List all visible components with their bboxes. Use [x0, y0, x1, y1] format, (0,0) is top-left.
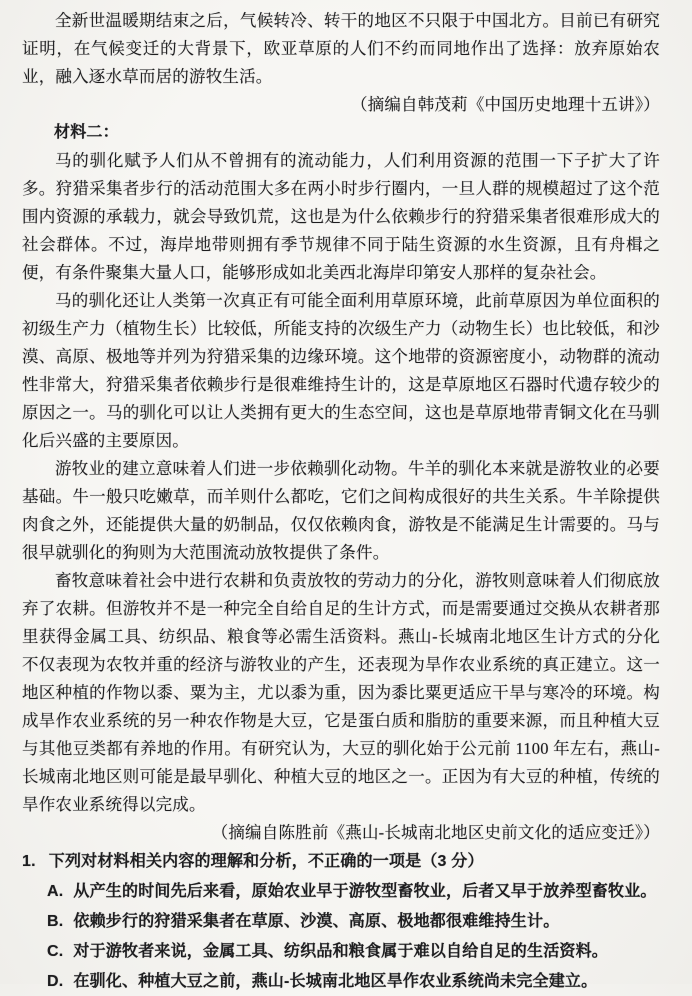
option-c-label: C.: [47, 943, 64, 960]
option-d-text: 在驯化、种植大豆之前，燕山-长城南北地区旱作农业系统尚未完全建立。: [73, 973, 598, 990]
body-paragraph-nomadic-herding: 游牧业的建立意味着人们进一步依赖驯化动物。牛羊的驯化本来就是游牧业的必要基础。牛一般只吃嫩草，而羊则什么都吃，它们之间构成很好的共生关系。牛羊除提供肉食之外，还能提供大量的奶制品，仅仅依赖肉食，游牧是不能满足生计需要的。马与很早就驯化的狗则为大范围流动放牧提供了条件。: [22, 459, 660, 562]
option-c-text: 对于游牧者来说，金属工具、纺织品和粮食属于难以自给自足的生活资料。: [73, 943, 609, 960]
option-d: [22, 967, 660, 996]
question-1: [22, 847, 660, 876]
question-stem: 下列对材料相关内容的理解和分析，不正确的一项是（3 分）: [48, 853, 484, 870]
body-paragraph-horse-mobility: 马的驯化赋予人们从不曾拥有的流动能力，人们利用资源的范围一下子扩大了许多。狩猎采集者步行的活动范围大多在两小时步行圈内，一旦人群的规模超过了这个范围内资源的承载力，就会导致饥荒，这也是为什么依赖步行的狩猎采集者很难形成大的社会群体。不过，海岸地带则拥有季节规律不同于陆生资源的水生资源，且有舟楫之便，有条件聚集大量人口，能够形成如北美西北海岸印第安人那样的复杂社会。: [22, 151, 660, 282]
option-b-text: 依赖步行的狩猎采集者在草原、沙漠、高原、极地都很难维持生计。: [73, 913, 560, 930]
option-b: [22, 907, 660, 936]
option-b-label: B.: [47, 913, 64, 930]
option-d-label: D.: [47, 973, 64, 990]
option-a-text: 从产生的时间先后来看，原始农业早于游牧型畜牧业，后者又早于放养型畜牧业。: [73, 883, 657, 900]
question-number: 1.: [22, 853, 36, 870]
attribution-source-2: （摘编自陈胜前《燕山-长城南北地区史前文化的适应变迁》）: [211, 823, 660, 842]
body-paragraph-farming-division: 畜牧意味着社会中进行农耕和负责放牧的劳动力的分化，游牧则意味着人们彻底放弃了农耕。但游牧并不是一种完全自给自足的生计方式，而是需要通过交换从农耕者那里获得金属工具、纺织品、粮食等必需生活资料。燕山-长城南北地区生计方式的分化不仅表现为农牧并重的经济与游牧业的产生，还表现为旱作农业系统的真正建立。这一地区种植的作物以黍、粟为主，尤以黍为重，因为黍比粟更适应干旱与寒冷的环境。构成旱作农业系统的另一种农作物是大豆，它是蛋白质和脂肪的重要来源，而且种植大豆与其他豆类都有养地的作用。有研究认为，大豆的驯化始于公元前 1100 年左右，燕山-长城南北地区则可能是最早驯化、种植大豆的地区之一。正因为有大豆的种植，传统的旱作农业系统得以完成。: [22, 571, 660, 814]
intro-paragraph: 全新世温暖期结束之后，气候转冷、转干的地区不只限于中国北方。目前已有研究证明，在气候变迁的大背景下，欧亚草原的人们不约而同地作出了选择：放弃原始农业，融入逐水草而居的游牧生活。: [22, 11, 660, 86]
body-paragraph-grassland-use: 马的驯化还让人类第一次真正有可能全面利用草原环境，此前草原因为单位面积的初级生产力（植物生长）比较低，所能支持的次级生产力（动物生长）也比较低，和沙漠、高原、极地等并列为狩猎采集的边缘环境。这个地带的资源密度小，动物群的流动性非常大，狩猎采集者依赖步行是很难维持生计的，这是草原地区石器时代遗存较少的原因之一。马的驯化可以让人类拥有更大的生态空间，这也是草原地带青铜文化在马驯化后兴盛的主要原因。: [22, 291, 660, 450]
option-c: [22, 937, 660, 966]
attribution-source-1: （摘编自韩茂莉《中国历史地理十五讲》）: [350, 95, 660, 114]
option-a: [22, 877, 660, 906]
question-block: [22, 847, 660, 996]
material-two-heading: 材料二：: [54, 124, 119, 141]
option-a-label: A.: [47, 883, 64, 900]
